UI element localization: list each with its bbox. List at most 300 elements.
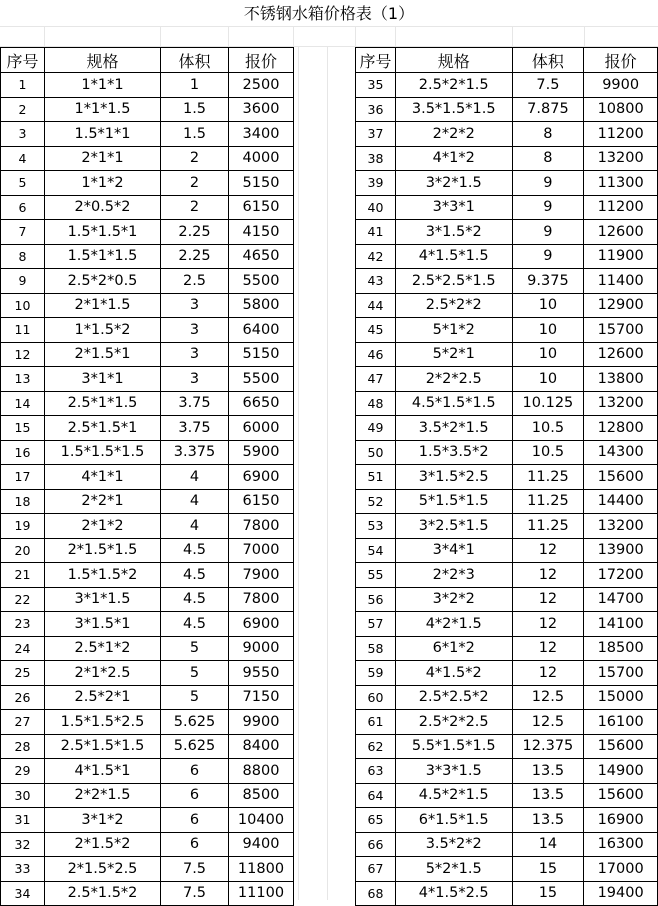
cell-spec: 5*2*1 xyxy=(395,342,512,367)
cell-index: 39 xyxy=(356,171,396,196)
cell-spec: 3.5*2*2 xyxy=(395,832,512,857)
table-row xyxy=(1,514,294,539)
gridline xyxy=(395,26,396,46)
cell-spec: 4*2*1.5 xyxy=(395,612,512,637)
cell-volume: 4.5 xyxy=(161,587,229,612)
cell-price: 15600 xyxy=(584,783,658,808)
cell-price: 4000 xyxy=(229,146,294,171)
cell-price: 7900 xyxy=(229,563,294,588)
table-row xyxy=(1,195,294,220)
cell-price: 2500 xyxy=(229,73,294,98)
table-row xyxy=(356,220,658,245)
price-table-right-body xyxy=(356,48,658,906)
cell-spec: 1.5*3.5*2 xyxy=(395,440,512,465)
cell-index: 68 xyxy=(356,881,396,906)
table-row xyxy=(356,563,658,588)
table-row xyxy=(1,146,294,171)
table-row xyxy=(356,293,658,318)
cell-index: 42 xyxy=(356,244,396,269)
cell-volume: 13.5 xyxy=(512,759,584,784)
cell-volume: 1.5 xyxy=(161,97,229,122)
cell-volume: 10 xyxy=(512,342,584,367)
cell-volume: 4.5 xyxy=(161,563,229,588)
cell-volume: 2 xyxy=(161,195,229,220)
cell-spec: 2*1.5*2.5 xyxy=(45,857,161,882)
cell-index: 36 xyxy=(356,97,396,122)
cell-index: 3 xyxy=(1,122,45,147)
cell-volume: 12 xyxy=(512,661,584,686)
cell-index: 34 xyxy=(1,881,45,906)
table-row xyxy=(1,783,294,808)
cell-spec: 3*3*1.5 xyxy=(395,759,512,784)
cell-volume: 10.5 xyxy=(512,416,584,441)
cell-spec: 1*1*2 xyxy=(45,171,161,196)
cell-spec: 5*1.5*1.5 xyxy=(395,489,512,514)
table-row xyxy=(1,171,294,196)
table-row xyxy=(356,416,658,441)
cell-price: 11200 xyxy=(584,195,658,220)
table-row xyxy=(356,342,658,367)
cell-spec: 3*1*2 xyxy=(45,808,161,833)
cell-price: 11200 xyxy=(584,122,658,147)
gridline xyxy=(512,26,513,46)
cell-volume: 11.25 xyxy=(512,489,584,514)
cell-index: 11 xyxy=(1,318,45,343)
cell-price: 14700 xyxy=(584,587,658,612)
cell-spec: 2.5*1*2 xyxy=(45,636,161,661)
cell-index: 61 xyxy=(356,710,396,735)
cell-spec: 1.5*1*1 xyxy=(45,122,161,147)
cell-volume: 9 xyxy=(512,244,584,269)
cell-index: 45 xyxy=(356,318,396,343)
gridline xyxy=(327,46,328,900)
cell-index: 60 xyxy=(356,685,396,710)
cell-volume: 12.5 xyxy=(512,685,584,710)
cell-price: 17000 xyxy=(584,857,658,882)
cell-index: 33 xyxy=(1,857,45,882)
cell-index: 43 xyxy=(356,269,396,294)
cell-volume: 1 xyxy=(161,73,229,98)
cell-spec: 2.5*2.5*2 xyxy=(395,685,512,710)
cell-index: 14 xyxy=(1,391,45,416)
table-row xyxy=(1,636,294,661)
cell-spec: 2.5*2.5*1.5 xyxy=(395,269,512,294)
cell-volume: 10 xyxy=(512,367,584,392)
cell-spec: 2*2*3 xyxy=(395,563,512,588)
cell-index: 65 xyxy=(356,808,396,833)
cell-price: 15000 xyxy=(584,685,658,710)
cell-spec: 2*2*2 xyxy=(395,122,512,147)
cell-index: 53 xyxy=(356,514,396,539)
cell-index: 12 xyxy=(1,342,45,367)
cell-volume: 12.375 xyxy=(512,734,584,759)
table-row xyxy=(356,857,658,882)
cell-index: 1 xyxy=(1,73,45,98)
cell-price: 19400 xyxy=(584,881,658,906)
table-row xyxy=(356,367,658,392)
cell-volume: 13.5 xyxy=(512,808,584,833)
cell-volume: 9.375 xyxy=(512,269,584,294)
cell-index: 16 xyxy=(1,440,45,465)
cell-spec: 3*2.5*1.5 xyxy=(395,514,512,539)
cell-index: 66 xyxy=(356,832,396,857)
cell-volume: 6 xyxy=(161,759,229,784)
cell-volume: 9 xyxy=(512,171,584,196)
cell-spec: 2*0.5*2 xyxy=(45,195,161,220)
cell-index: 58 xyxy=(356,636,396,661)
table-row xyxy=(356,195,658,220)
cell-price: 5150 xyxy=(229,171,294,196)
cell-volume: 9 xyxy=(512,220,584,245)
cell-spec: 2.5*1*1.5 xyxy=(45,391,161,416)
cell-volume: 6 xyxy=(161,783,229,808)
cell-spec: 1*1*1 xyxy=(45,73,161,98)
cell-price: 13200 xyxy=(584,514,658,539)
cell-volume: 3 xyxy=(161,367,229,392)
cell-price: 7800 xyxy=(229,587,294,612)
cell-index: 56 xyxy=(356,587,396,612)
cell-price: 7000 xyxy=(229,538,294,563)
cell-spec: 3*3*1 xyxy=(395,195,512,220)
table-row xyxy=(356,685,658,710)
cell-volume: 10 xyxy=(512,293,584,318)
cell-price: 4150 xyxy=(229,220,294,245)
table-row xyxy=(1,538,294,563)
cell-volume: 8 xyxy=(512,146,584,171)
cell-index: 17 xyxy=(1,465,45,490)
cell-volume: 14 xyxy=(512,832,584,857)
table-row xyxy=(356,636,658,661)
table-row xyxy=(1,220,294,245)
cell-volume: 1.5 xyxy=(161,122,229,147)
cell-spec: 3.5*2*1.5 xyxy=(395,416,512,441)
cell-spec: 2.5*2*1 xyxy=(45,685,161,710)
cell-volume: 2.25 xyxy=(161,220,229,245)
cell-index: 15 xyxy=(1,416,45,441)
cell-volume: 4 xyxy=(161,514,229,539)
sheet-title: 不锈钢水箱价格表（1） xyxy=(243,4,415,23)
cell-price: 14400 xyxy=(584,489,658,514)
blank-spacer-row xyxy=(0,26,658,46)
cell-spec: 2*1.5*2 xyxy=(45,832,161,857)
header-row xyxy=(1,48,294,73)
cell-spec: 2.5*2*1.5 xyxy=(395,73,512,98)
cell-index: 51 xyxy=(356,465,396,490)
cell-volume: 12 xyxy=(512,563,584,588)
cell-price: 11800 xyxy=(229,857,294,882)
cell-volume: 12.5 xyxy=(512,710,584,735)
cell-price: 11400 xyxy=(584,269,658,294)
table-row xyxy=(356,587,658,612)
header-spec: 规格 xyxy=(45,48,161,73)
cell-price: 7800 xyxy=(229,514,294,539)
table-row xyxy=(356,710,658,735)
cell-volume: 10 xyxy=(512,318,584,343)
table-row xyxy=(1,97,294,122)
cell-spec: 4*1.5*2.5 xyxy=(395,881,512,906)
cell-index: 38 xyxy=(356,146,396,171)
cell-spec: 3*1*1.5 xyxy=(45,587,161,612)
cell-index: 4 xyxy=(1,146,45,171)
cell-price: 6150 xyxy=(229,195,294,220)
cell-volume: 5.625 xyxy=(161,734,229,759)
cell-price: 12900 xyxy=(584,293,658,318)
cell-index: 63 xyxy=(356,759,396,784)
table-row xyxy=(1,391,294,416)
cell-price: 15700 xyxy=(584,661,658,686)
cell-price: 9400 xyxy=(229,832,294,857)
cell-spec: 2.5*2*2 xyxy=(395,293,512,318)
cell-index: 59 xyxy=(356,661,396,686)
title-row xyxy=(0,0,658,26)
table-row xyxy=(356,73,658,98)
cell-index: 25 xyxy=(1,661,45,686)
cell-volume: 5 xyxy=(161,661,229,686)
cell-spec: 4.5*2*1.5 xyxy=(395,783,512,808)
cell-volume: 9 xyxy=(512,195,584,220)
table-row xyxy=(1,244,294,269)
cell-price: 13900 xyxy=(584,538,658,563)
table-row xyxy=(1,465,294,490)
cell-price: 14900 xyxy=(584,759,658,784)
gridline xyxy=(0,26,658,27)
cell-spec: 1.5*1*1.5 xyxy=(45,244,161,269)
cell-price: 12600 xyxy=(584,220,658,245)
cell-volume: 12 xyxy=(512,538,584,563)
cell-price: 13800 xyxy=(584,367,658,392)
cell-price: 5150 xyxy=(229,342,294,367)
cell-volume: 3 xyxy=(161,318,229,343)
cell-index: 10 xyxy=(1,293,45,318)
cell-spec: 2.5*1.5*1.5 xyxy=(45,734,161,759)
gridline xyxy=(160,26,161,46)
cell-index: 6 xyxy=(1,195,45,220)
cell-volume: 12 xyxy=(512,636,584,661)
cell-spec: 1*1*1.5 xyxy=(45,97,161,122)
gridline xyxy=(584,26,585,46)
cell-price: 6400 xyxy=(229,318,294,343)
cell-price: 5800 xyxy=(229,293,294,318)
cell-volume: 15 xyxy=(512,881,584,906)
cell-spec: 3.5*1.5*1.5 xyxy=(395,97,512,122)
cell-spec: 4.5*1.5*1.5 xyxy=(395,391,512,416)
table-row xyxy=(356,783,658,808)
cell-price: 5900 xyxy=(229,440,294,465)
cell-spec: 2*1*2 xyxy=(45,514,161,539)
table-row xyxy=(1,563,294,588)
cell-price: 11100 xyxy=(229,881,294,906)
cell-spec: 2*1*2.5 xyxy=(45,661,161,686)
cell-spec: 6*1.5*1.5 xyxy=(395,808,512,833)
cell-spec: 2*1.5*1 xyxy=(45,342,161,367)
table-row xyxy=(1,661,294,686)
table-row xyxy=(356,440,658,465)
table-row xyxy=(356,538,658,563)
cell-spec: 2.5*1.5*1 xyxy=(45,416,161,441)
cell-price: 4650 xyxy=(229,244,294,269)
cell-spec: 1*1.5*2 xyxy=(45,318,161,343)
cell-index: 62 xyxy=(356,734,396,759)
table-row xyxy=(1,489,294,514)
cell-price: 6150 xyxy=(229,489,294,514)
cell-index: 32 xyxy=(1,832,45,857)
cell-volume: 6 xyxy=(161,832,229,857)
cell-index: 27 xyxy=(1,710,45,735)
cell-index: 22 xyxy=(1,587,45,612)
cell-spec: 2*1*1.5 xyxy=(45,293,161,318)
cell-index: 24 xyxy=(1,636,45,661)
cell-price: 3400 xyxy=(229,122,294,147)
cell-spec: 3*1.5*2 xyxy=(395,220,512,245)
cell-index: 9 xyxy=(1,269,45,294)
cell-price: 7150 xyxy=(229,685,294,710)
cell-index: 30 xyxy=(1,783,45,808)
table-row xyxy=(1,122,294,147)
table-row xyxy=(356,661,658,686)
cell-index: 29 xyxy=(1,759,45,784)
header-index: 序号 xyxy=(1,48,45,73)
table-row xyxy=(1,416,294,441)
cell-price: 15600 xyxy=(584,734,658,759)
table-row xyxy=(356,391,658,416)
cell-index: 20 xyxy=(1,538,45,563)
cell-price: 9000 xyxy=(229,636,294,661)
cell-price: 9900 xyxy=(584,73,658,98)
cell-price: 10800 xyxy=(584,97,658,122)
cell-spec: 2*1*1 xyxy=(45,146,161,171)
cell-price: 8800 xyxy=(229,759,294,784)
cell-index: 64 xyxy=(356,783,396,808)
cell-volume: 4 xyxy=(161,489,229,514)
cell-price: 15600 xyxy=(584,465,658,490)
table-row xyxy=(356,465,658,490)
table-row xyxy=(1,293,294,318)
header-row xyxy=(356,48,658,73)
cell-index: 8 xyxy=(1,244,45,269)
cell-spec: 2.5*1.5*2 xyxy=(45,881,161,906)
cell-index: 18 xyxy=(1,489,45,514)
table-row xyxy=(356,759,658,784)
cell-spec: 3*1.5*2.5 xyxy=(395,465,512,490)
cell-index: 44 xyxy=(356,293,396,318)
cell-spec: 3*1.5*1 xyxy=(45,612,161,637)
cell-spec: 1.5*1.5*2.5 xyxy=(45,710,161,735)
cell-volume: 13.5 xyxy=(512,783,584,808)
cell-price: 6000 xyxy=(229,416,294,441)
cell-volume: 8 xyxy=(512,122,584,147)
table-row xyxy=(1,734,294,759)
cell-index: 31 xyxy=(1,808,45,833)
cell-price: 13200 xyxy=(584,391,658,416)
cell-spec: 2*2*1.5 xyxy=(45,783,161,808)
table-row xyxy=(1,710,294,735)
table-row xyxy=(356,146,658,171)
cell-index: 41 xyxy=(356,220,396,245)
gridline xyxy=(355,26,356,46)
price-table-right xyxy=(355,47,658,906)
table-row xyxy=(356,612,658,637)
table-row xyxy=(1,881,294,906)
table-row xyxy=(356,734,658,759)
table-row xyxy=(1,808,294,833)
cell-price: 9900 xyxy=(229,710,294,735)
cell-spec: 5.5*1.5*1.5 xyxy=(395,734,512,759)
cell-spec: 1.5*1.5*1.5 xyxy=(45,440,161,465)
cell-price: 17200 xyxy=(584,563,658,588)
cell-volume: 7.5 xyxy=(512,73,584,98)
cell-index: 40 xyxy=(356,195,396,220)
cell-spec: 5*2*1.5 xyxy=(395,857,512,882)
cell-volume: 7.875 xyxy=(512,97,584,122)
table-row xyxy=(356,808,658,833)
table-row xyxy=(356,122,658,147)
header-volume: 体积 xyxy=(161,48,229,73)
header-price: 报价 xyxy=(584,48,658,73)
cell-spec: 4*1.5*1 xyxy=(45,759,161,784)
cell-volume: 4.5 xyxy=(161,612,229,637)
cell-price: 12600 xyxy=(584,342,658,367)
table-row xyxy=(1,612,294,637)
cell-index: 47 xyxy=(356,367,396,392)
table-row xyxy=(1,685,294,710)
cell-index: 26 xyxy=(1,685,45,710)
gridline xyxy=(293,26,294,46)
cell-volume: 12 xyxy=(512,612,584,637)
cell-spec: 3*1*1 xyxy=(45,367,161,392)
cell-spec: 6*1*2 xyxy=(395,636,512,661)
table-row xyxy=(1,342,294,367)
header-spec: 规格 xyxy=(395,48,512,73)
table-row xyxy=(1,587,294,612)
header-price: 报价 xyxy=(229,48,294,73)
cell-volume: 6 xyxy=(161,808,229,833)
table-row xyxy=(1,73,294,98)
table-row xyxy=(356,97,658,122)
cell-index: 48 xyxy=(356,391,396,416)
cell-price: 16900 xyxy=(584,808,658,833)
cell-price: 16100 xyxy=(584,710,658,735)
cell-volume: 4.5 xyxy=(161,538,229,563)
cell-price: 15700 xyxy=(584,318,658,343)
cell-index: 55 xyxy=(356,563,396,588)
cell-volume: 3.375 xyxy=(161,440,229,465)
cell-volume: 3 xyxy=(161,293,229,318)
cell-index: 2 xyxy=(1,97,45,122)
cell-index: 49 xyxy=(356,416,396,441)
cell-index: 28 xyxy=(1,734,45,759)
cell-price: 6900 xyxy=(229,612,294,637)
cell-spec: 2*1.5*1.5 xyxy=(45,538,161,563)
cell-volume: 3 xyxy=(161,342,229,367)
cell-price: 14300 xyxy=(584,440,658,465)
cell-volume: 7.5 xyxy=(161,881,229,906)
table-row xyxy=(1,269,294,294)
gridline xyxy=(298,46,299,900)
table-row xyxy=(1,318,294,343)
cell-price: 11900 xyxy=(584,244,658,269)
cell-spec: 4*1.5*1.5 xyxy=(395,244,512,269)
cell-volume: 5.625 xyxy=(161,710,229,735)
cell-volume: 12 xyxy=(512,587,584,612)
cell-index: 5 xyxy=(1,171,45,196)
cell-volume: 11.25 xyxy=(512,465,584,490)
cell-spec: 4*1*1 xyxy=(45,465,161,490)
cell-spec: 1.5*1.5*2 xyxy=(45,563,161,588)
cell-spec: 1.5*1.5*1 xyxy=(45,220,161,245)
table-row xyxy=(1,440,294,465)
cell-price: 14100 xyxy=(584,612,658,637)
cell-volume: 10.125 xyxy=(512,391,584,416)
